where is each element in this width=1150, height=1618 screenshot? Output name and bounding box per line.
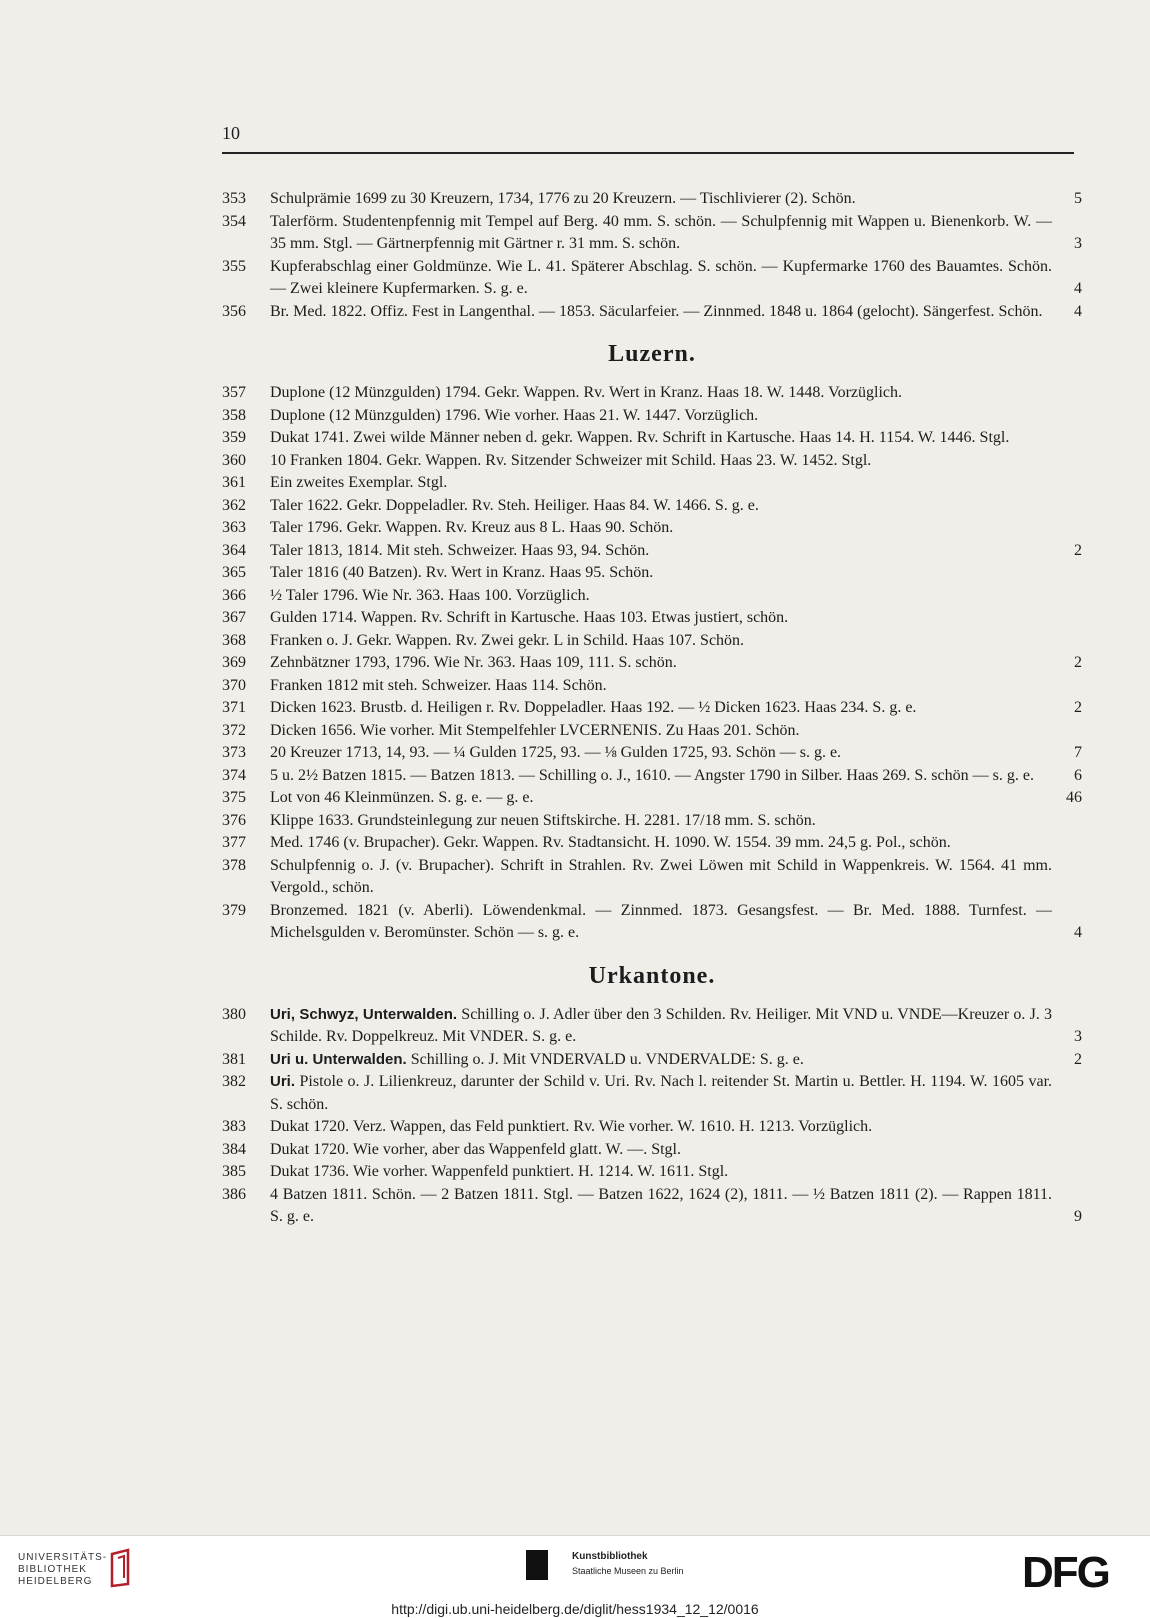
entry-body [270, 211, 1082, 256]
catalog-entry [222, 765, 1082, 788]
entry-number: 367 [222, 609, 246, 626]
entry-number: 379 [222, 901, 246, 919]
entry-text: Klippe 1633. Grundsteinlegung zur neuen Stiftskirche. H. 2281. 17/18 mm. S. schön. [270, 811, 816, 829]
catalog-entry [222, 450, 1082, 473]
entry-number: 371 [222, 699, 246, 716]
entry-text: Schulprämie 1699 zu 30 Kreuzern, 1734, 1776 zu 20 Kreuzern. — Tischlivierer (2). Schön. [270, 190, 856, 207]
entry-body [270, 675, 1082, 698]
entry-number: 366 [222, 586, 246, 604]
entry-body [270, 787, 1082, 810]
entry-lead: Uri. [270, 1073, 296, 1090]
entry-text: Pistole o. J. Lilienkreuz, darunter der Schild v. Uri. Rv. Nach l. reitender St. Martin u. Bettler. H. 1194. W. 1605 var. S. schön. [270, 1073, 1053, 1113]
entry-body [270, 1184, 1082, 1229]
entry-body [270, 562, 1082, 585]
entry-price: 46 [1066, 789, 1082, 806]
dfg-logo[interactable]: DFG [1022, 1548, 1109, 1597]
entry-text: Taler 1813, 1814. Mit steh. Schweizer. Haas 93, 94. Schön. [270, 541, 650, 559]
entry-number: 361 [222, 474, 246, 491]
entry-price: 2 [1074, 1050, 1082, 1068]
entry-text: Br. Med. 1822. Offiz. Fest in Langenthal. — 1853. Säcularfeier. — Zinnmed. 1848 u. 1864 (gelocht). Sängerfest. Schön. [270, 302, 1043, 320]
entry-body [270, 1049, 1082, 1072]
catalog-entry [222, 540, 1082, 563]
entry-text: Franken o. J. Gekr. Wappen. Rv. Zwei gekr. L in Schild. Haas 107. Schön. [270, 631, 745, 649]
entry-text: Dicken 1656. Wie vorher. Mit Stempelfehler LVCERNENIS. Zu Haas 201. Schön. [270, 721, 800, 739]
section-heading: Urkantone. [588, 962, 716, 989]
entry-text: Dukat 1720. Verz. Wappen, das Feld punktiert. Rv. Wie vorher. W. 1610. H. 1213. Vorzüglich. [270, 1118, 873, 1135]
entry-price: 2 [1074, 654, 1082, 671]
entry-price: 4 [1074, 280, 1082, 297]
page-url[interactable]: http://digi.ub.uni-heidelberg.de/diglit/hess1934_12_12/0016 [391, 1601, 759, 1617]
catalog-entry [222, 742, 1082, 765]
entry-body [270, 742, 1082, 765]
catalog-entry [222, 1071, 1082, 1116]
entry-text: Schilling o. J. Mit VNDERVALD u. VNDERVALDE: S. g. e. [410, 1050, 804, 1068]
entry-body [270, 810, 1082, 833]
entry-number: 355 [222, 257, 246, 275]
entry-number: 378 [222, 856, 246, 874]
entry-number: 357 [222, 384, 246, 401]
catalog-entry [222, 675, 1082, 698]
catalog-entry [222, 562, 1082, 585]
entry-price: 2 [1074, 541, 1082, 559]
entry-number: 385 [222, 1163, 246, 1180]
entry-text: 20 Kreuzer 1713, 14, 93. — ¼ Gulden 1725, 93. — ⅛ Gulden 1725, 93. Schön — s. g. e. [270, 744, 842, 761]
uni-line: BIBLIOTHEK [18, 1564, 87, 1575]
entry-body [270, 697, 1082, 720]
entry-number: 382 [222, 1073, 246, 1090]
university-library-logo-text[interactable] [18, 1552, 107, 1588]
catalog-entry [222, 1184, 1082, 1229]
entry-body [270, 382, 1082, 405]
entry-number: 368 [222, 631, 246, 649]
entry-number: 377 [222, 834, 246, 851]
entry-price: 9 [1074, 1208, 1082, 1225]
entry-text: ½ Taler 1796. Wie Nr. 363. Haas 100. Vorzüglich. [270, 586, 590, 604]
catalog-entry [222, 720, 1082, 743]
entry-number: 353 [222, 190, 246, 207]
entry-number: 375 [222, 789, 246, 806]
entry-text: Schilling o. J. Adler über den 3 Schilden. Rv. Heiliger. Mit VND u. VNDE—Kreuzer o. J. 3 Schilde. Rv. Doppelkreuz. Mit VNDER. S. g. e. [270, 1005, 1052, 1045]
catalog-entry [222, 517, 1082, 540]
entry-text: Lot von 46 Kleinmünzen. S. g. e. — g. e. [270, 789, 534, 806]
entry-text: Schulpfennig o. J. (v. Brupacher). Schrift in Strahlen. Rv. Zwei Löwen mit Schild in Wappenkreis. W. 1564. 41 mm. Vergold., schön. [270, 856, 1052, 896]
entry-number: 360 [222, 451, 246, 469]
entry-text: 5 u. 2½ Batzen 1815. — Batzen 1813. — Schilling o. J., 1610. — Angster 1790 in Silber. Haas 269. S. schön — s. g. e. [270, 766, 1034, 784]
catalog-entry [222, 652, 1082, 675]
entry-number: 372 [222, 721, 246, 739]
catalog-content [222, 188, 1082, 1229]
entry-price: 2 [1074, 699, 1082, 716]
entry-price: 7 [1074, 744, 1082, 761]
entry-number: 358 [222, 406, 246, 424]
entry-text: Med. 1746 (v. Brupacher). Gekr. Wappen. Rv. Stadtansicht. H. 1090. W. 1554. 39 mm. 24,5 g. Pol., schön. [270, 834, 951, 851]
entry-number: 374 [222, 766, 246, 784]
catalog-entry [222, 472, 1082, 495]
catalog-entry [222, 301, 1082, 324]
entry-text: Talerförm. Studentenpfennig mit Tempel auf Berg. 40 mm. S. schön. — Schulpfennig mit Wappen u. Bienenkorb. W. — 35 mm. Stgl. — Gärtnerpfennig mit Gärtner r. 31 mm. S. schön. [270, 212, 1052, 252]
entry-number: 384 [222, 1140, 246, 1158]
entry-text: Taler 1816 (40 Batzen). Rv. Wert in Kranz. Haas 95. Schön. [270, 564, 654, 581]
entry-text: Duplone (12 Münzgulden) 1794. Gekr. Wappen. Rv. Wert in Kranz. Haas 18. W. 1448. Vorzüglich. [270, 384, 902, 401]
entry-body [270, 495, 1082, 518]
catalog-entry [222, 1049, 1082, 1072]
catalog-entry [222, 855, 1082, 900]
entry-text: Dicken 1623. Brustb. d. Heiligen r. Rv. Doppeladler. Haas 192. — ½ Dicken 1623. Haas 234. S. g. e. [270, 699, 917, 716]
entry-number: 359 [222, 429, 246, 446]
entry-text: Duplone (12 Münzgulden) 1796. Wie vorher. Haas 21. W. 1447. Vorzüglich. [270, 406, 759, 424]
kunstbibliothek-logo-text[interactable] [572, 1549, 684, 1578]
kb-title: Kunstbibliothek [572, 1551, 648, 1562]
entry-text: Franken 1812 mit steh. Schweizer. Haas 114. Schön. [270, 676, 607, 694]
catalog-entry [222, 1116, 1082, 1139]
entry-price: 6 [1074, 766, 1082, 784]
section-heading: Luzern. [608, 341, 696, 367]
entry-body [270, 405, 1082, 428]
entry-price: 3 [1074, 1028, 1082, 1045]
entry-price: 5 [1074, 190, 1082, 207]
entry-body [270, 832, 1082, 855]
entry-number: 373 [222, 744, 246, 761]
entry-body [270, 1161, 1082, 1184]
catalog-entry [222, 832, 1082, 855]
entry-body [270, 1004, 1082, 1049]
university-library-logo-icon [108, 1548, 134, 1588]
catalog-entry [222, 188, 1082, 211]
entry-body [270, 1139, 1082, 1162]
entry-price: 4 [1074, 302, 1082, 320]
page-number: 10 [222, 123, 240, 143]
entry-body [270, 855, 1082, 900]
catalog-entry [222, 1161, 1082, 1184]
entry-text: Gulden 1714. Wappen. Rv. Schrift in Kartusche. Haas 103. Etwas justiert, schön. [270, 609, 789, 626]
entry-body [270, 301, 1082, 324]
entry-number: 354 [222, 212, 246, 230]
entry-text: Taler 1622. Gekr. Doppeladler. Rv. Steh. Heiliger. Haas 84. W. 1466. S. g. e. [270, 496, 759, 514]
header-rule [222, 152, 1074, 154]
entry-lead: Uri u. Unterwalden. [270, 1050, 407, 1068]
entry-body [270, 517, 1082, 540]
entry-number: 369 [222, 654, 246, 671]
entry-number: 362 [222, 496, 246, 514]
entry-body [270, 188, 1082, 211]
entry-text: Dukat 1736. Wie vorher. Wappenfeld punktiert. H. 1214. W. 1611. Stgl. [270, 1163, 729, 1180]
uni-line: HEIDELBERG [18, 1576, 93, 1587]
kb-subtitle: Staatliche Museen zu Berlin [572, 1566, 684, 1576]
catalog-entry [222, 630, 1082, 653]
entry-text: 10 Franken 1804. Gekr. Wappen. Rv. Sitzender Schweizer mit Schild. Haas 23. W. 1452. Stgl. [270, 451, 872, 469]
catalog-entry [222, 900, 1082, 945]
entry-body [270, 720, 1082, 743]
entry-body [270, 427, 1082, 450]
catalog-entry [222, 1004, 1082, 1049]
kunstbibliothek-logo-icon [526, 1550, 548, 1580]
catalog-entry [222, 697, 1082, 720]
viewer-footer [0, 1535, 1150, 1618]
entry-number: 376 [222, 811, 246, 829]
uni-line: UNIVERSITÄTS- [18, 1552, 108, 1563]
entry-body [270, 765, 1082, 788]
entry-price: 4 [1074, 924, 1082, 941]
entry-number: 365 [222, 564, 246, 581]
entry-body [270, 607, 1082, 630]
entry-number: 380 [222, 1005, 246, 1023]
entry-text: Kupferabschlag einer Goldmünze. Wie L. 41. Späterer Abschlag. S. schön. — Kupfermarke 1760 des Bauamtes. Schön. — Zwei kleinere Kupfermarken. S. g. e. [270, 257, 1052, 297]
entry-text: Zehnbätzner 1793, 1796. Wie Nr. 363. Haas 109, 111. S. schön. [270, 654, 677, 671]
entry-text: Dukat 1720. Wie vorher, aber das Wappenfeld glatt. W. —. Stgl. [270, 1140, 681, 1158]
entry-text: 4 Batzen 1811. Schön. — 2 Batzen 1811. Stgl. — Batzen 1622, 1624 (2), 1811. — ½ Batzen 1811 (2). — Rappen 1811. S. g. e. [270, 1185, 1052, 1225]
entry-body [270, 585, 1082, 608]
catalog-entry [222, 382, 1082, 405]
catalog-entry [222, 405, 1082, 428]
catalog-entry [222, 607, 1082, 630]
entry-text: Dukat 1741. Zwei wilde Männer neben d. gekr. Wappen. Rv. Schrift in Kartusche. Haas 14. H. 1154. W. 1446. Stgl. [270, 429, 1010, 446]
entry-lead: Uri, Schwyz, Unterwalden. [270, 1005, 458, 1023]
entry-body [270, 540, 1082, 563]
entry-text: Bronzemed. 1821 (v. Aberli). Löwendenkmal. — Zinnmed. 1873. Gesangsfest. — Br. Med. 1888. Turnfest. — Michelsgulden v. Beromünster. Schön — s. g. e. [270, 901, 1052, 941]
entry-number: 383 [222, 1118, 246, 1135]
entry-text: Ein zweites Exemplar. Stgl. [270, 474, 448, 491]
entry-number: 363 [222, 519, 246, 536]
entry-price: 3 [1074, 235, 1082, 252]
entry-body [270, 1071, 1082, 1116]
entry-body [270, 472, 1082, 495]
catalog-entry [222, 495, 1082, 518]
entry-body [270, 256, 1082, 301]
entry-body [270, 1116, 1082, 1139]
entry-number: 356 [222, 302, 246, 320]
entry-number: 364 [222, 541, 246, 559]
catalog-entry [222, 787, 1082, 810]
entry-body [270, 900, 1082, 945]
catalog-entry [222, 256, 1082, 301]
entry-number: 386 [222, 1185, 246, 1203]
catalog-entry [222, 810, 1082, 833]
catalog-entry [222, 585, 1082, 608]
entry-body [270, 630, 1082, 653]
entry-number: 370 [222, 676, 246, 694]
entry-text: Taler 1796. Gekr. Wappen. Rv. Kreuz aus 8 L. Haas 90. Schön. [270, 519, 674, 536]
catalog-entry [222, 211, 1082, 256]
catalog-entry [222, 1139, 1082, 1162]
entry-body [270, 652, 1082, 675]
entry-body [270, 450, 1082, 473]
catalog-entry [222, 427, 1082, 450]
entry-number: 381 [222, 1050, 246, 1068]
